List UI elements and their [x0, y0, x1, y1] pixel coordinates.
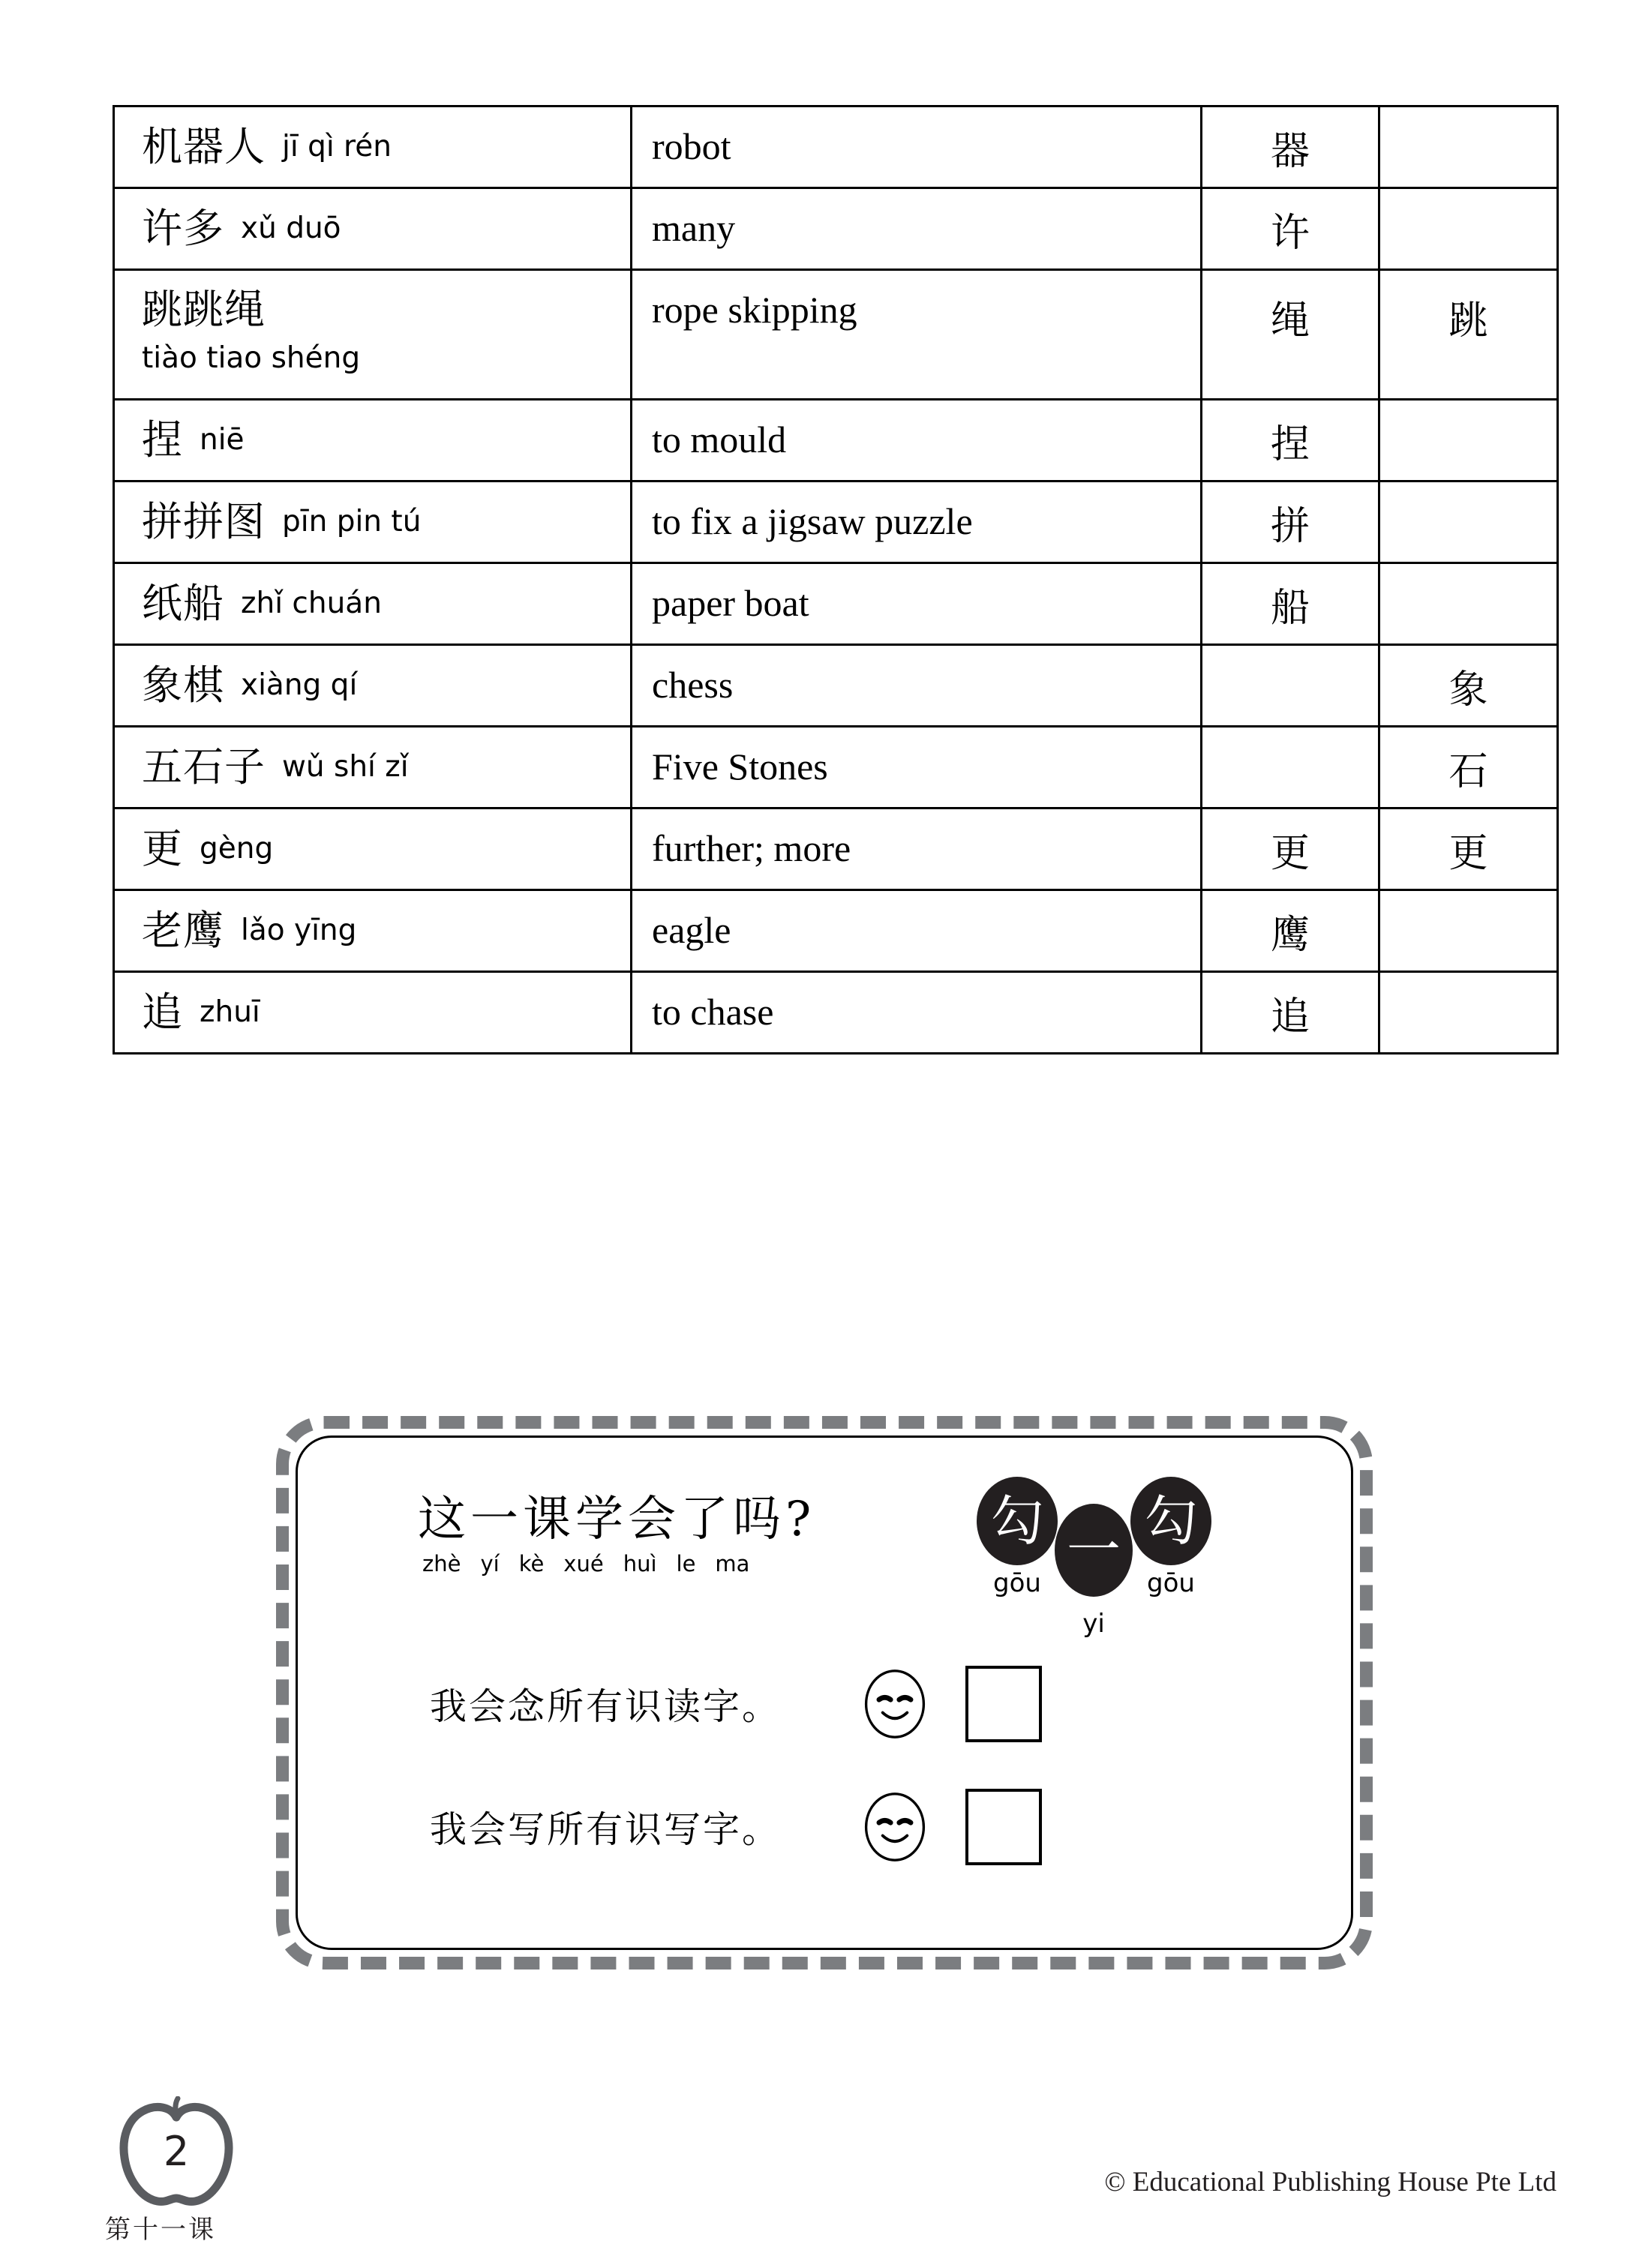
self-check-heading — [418, 1492, 958, 1577]
word-pinyin: lǎo yīng — [241, 913, 357, 947]
table-row — [114, 400, 1558, 482]
word-cell — [114, 188, 632, 270]
recognise-char-cell — [1202, 188, 1379, 270]
word-hanzi: 五石子 — [142, 742, 266, 790]
english-cell — [632, 890, 1202, 972]
recognise-char-cell — [1202, 106, 1379, 188]
word-cell — [114, 563, 632, 645]
self-check-panel-inner — [296, 1436, 1353, 1950]
heading-pinyin — [422, 1551, 958, 1576]
recognise-character: 拼 — [1270, 503, 1310, 549]
table-row — [114, 563, 1558, 645]
word-pinyin: jī qì rén — [282, 129, 392, 164]
heading-hanzi: 这一课学会了吗? — [418, 1492, 816, 1547]
english-meaning: to fix a jigsaw puzzle — [652, 500, 973, 543]
word-cell — [114, 972, 632, 1054]
write-char-cell — [1379, 727, 1558, 808]
word-cell — [114, 106, 632, 188]
word-cell — [114, 727, 632, 808]
english-cell — [632, 270, 1202, 400]
table-row — [114, 645, 1558, 727]
english-meaning: paper boat — [652, 582, 809, 625]
write-char-cell — [1379, 563, 1558, 645]
table-row — [114, 482, 1558, 563]
gou-badge-second-pinyin: yi — [1082, 1609, 1105, 1639]
write-char-cell — [1379, 482, 1558, 563]
recognise-char-cell — [1202, 400, 1379, 482]
recognise-char-cell — [1202, 808, 1379, 890]
check-item-tickbox[interactable] — [965, 1666, 1042, 1742]
write-character: 石 — [1448, 748, 1488, 794]
recognise-character — [1202, 728, 1378, 807]
recognise-character: 更 — [1270, 830, 1310, 876]
write-character — [1380, 891, 1556, 970]
write-character: 象 — [1448, 667, 1488, 712]
write-char-cell — [1379, 106, 1558, 188]
word-pinyin: tiào tiao shéng — [142, 341, 361, 376]
english-meaning: many — [652, 207, 736, 250]
vocabulary-table-container — [113, 105, 1556, 1054]
check-item-read — [430, 1666, 1042, 1742]
english-meaning: Five Stones — [652, 746, 828, 788]
english-cell — [632, 972, 1202, 1054]
write-char-cell — [1379, 188, 1558, 270]
recognise-char-cell — [1202, 890, 1379, 972]
lesson-label: 第十一课 — [105, 2215, 216, 2245]
table-row — [114, 808, 1558, 890]
english-meaning: robot — [652, 125, 731, 168]
english-meaning: to mould — [652, 418, 787, 461]
gou-yi-gou-badges — [977, 1477, 1299, 1639]
recognise-char-cell — [1202, 563, 1379, 645]
write-char-cell — [1379, 645, 1558, 727]
gou-badge-third-pinyin: gōu — [1147, 1568, 1195, 1598]
write-character — [1380, 564, 1556, 644]
heading-pinyin-syllable: ma — [715, 1551, 750, 1577]
write-char-cell — [1379, 400, 1558, 482]
english-meaning: chess — [652, 664, 734, 706]
write-char-cell — [1379, 890, 1558, 972]
english-meaning: eagle — [652, 909, 731, 952]
word-hanzi: 捏 — [142, 416, 183, 464]
recognise-character: 船 — [1270, 585, 1310, 631]
word-pinyin: niē — [200, 422, 245, 457]
recognise-character: 追 — [1270, 994, 1310, 1040]
page-number-apple — [113, 2096, 240, 2216]
english-cell — [632, 106, 1202, 188]
heading-pinyin-syllable: kè — [518, 1551, 545, 1577]
table-row — [114, 106, 1558, 188]
table-row — [114, 890, 1558, 972]
vocabulary-table-body — [114, 106, 1558, 1054]
check-item-tickbox[interactable] — [965, 1789, 1042, 1865]
smiley-face-icon — [859, 1791, 931, 1863]
heading-pinyin-syllable: zhè — [422, 1551, 461, 1577]
word-pinyin: gèng — [200, 831, 274, 866]
recognise-char-cell — [1202, 482, 1379, 563]
recognise-char-cell — [1202, 727, 1379, 808]
recognise-character: 绳 — [1270, 298, 1310, 344]
write-character: 跳 — [1448, 298, 1488, 344]
write-character — [1380, 189, 1556, 268]
write-character — [1380, 973, 1556, 1052]
check-item-label: 我会写所有识写字。 — [430, 1808, 782, 1851]
write-char-cell — [1379, 270, 1558, 400]
word-hanzi: 象棋 — [142, 661, 224, 709]
self-check-panel — [276, 1416, 1373, 1970]
word-hanzi: 纸船 — [142, 579, 224, 627]
english-meaning: rope skipping — [652, 289, 857, 331]
write-character — [1380, 482, 1556, 562]
smiley-face-icon — [859, 1668, 931, 1740]
word-hanzi: 跳跳绳 — [142, 286, 266, 333]
gou-badge-first: 勾 — [977, 1477, 1058, 1565]
english-cell — [632, 400, 1202, 482]
word-pinyin: xǔ duō — [241, 211, 341, 245]
gou-badge-first-pinyin: gōu — [993, 1568, 1041, 1598]
copyright-notice: © Educational Publishing House Pte Ltd — [1104, 2167, 1556, 2198]
word-cell — [114, 890, 632, 972]
english-cell — [632, 188, 1202, 270]
recognise-char-cell — [1202, 972, 1379, 1054]
recognise-char-cell — [1202, 645, 1379, 727]
recognise-character — [1202, 646, 1378, 725]
english-cell — [632, 808, 1202, 890]
heading-pinyin-syllable: xué — [563, 1551, 604, 1577]
write-character — [1380, 400, 1556, 480]
word-hanzi: 拼拼图 — [142, 497, 266, 545]
word-pinyin: pīn pin tú — [282, 504, 422, 538]
heading-pinyin-syllable: le — [676, 1551, 696, 1577]
word-hanzi: 更 — [142, 824, 183, 872]
gou-badge-third: 勾 — [1130, 1477, 1211, 1565]
recognise-char-cell — [1202, 270, 1379, 400]
word-hanzi: 老鹰 — [142, 906, 224, 954]
table-row — [114, 972, 1558, 1054]
recognise-character: 器 — [1270, 128, 1310, 174]
word-cell — [114, 808, 632, 890]
check-item-label: 我会念所有识读字。 — [430, 1685, 782, 1728]
english-cell — [632, 482, 1202, 563]
word-pinyin: wǔ shí zǐ — [282, 749, 409, 784]
word-cell — [114, 645, 632, 727]
write-character: 更 — [1448, 830, 1488, 876]
word-pinyin: zhǐ chuán — [241, 586, 382, 620]
page-number: 2 — [163, 2128, 190, 2175]
write-char-cell — [1379, 972, 1558, 1054]
recognise-character: 鹰 — [1270, 912, 1310, 958]
word-hanzi: 机器人 — [142, 122, 266, 170]
word-cell — [114, 270, 632, 400]
recognise-character: 捏 — [1270, 422, 1310, 467]
table-row — [114, 188, 1558, 270]
word-pinyin: xiàng qí — [241, 668, 358, 702]
recognise-character: 许 — [1270, 210, 1310, 256]
word-pinyin: zhuī — [200, 994, 260, 1029]
english-cell — [632, 727, 1202, 808]
english-meaning: to chase — [652, 991, 774, 1034]
check-item-write — [430, 1789, 1042, 1865]
gou-badge-second: 一 — [1055, 1504, 1133, 1597]
write-char-cell — [1379, 808, 1558, 890]
table-row — [114, 270, 1558, 400]
english-cell — [632, 563, 1202, 645]
table-row — [114, 727, 1558, 808]
english-cell — [632, 645, 1202, 727]
word-cell — [114, 400, 632, 482]
heading-pinyin-syllable: huì — [623, 1551, 657, 1577]
vocabulary-table — [113, 105, 1559, 1054]
heading-pinyin-syllable: yí — [480, 1551, 500, 1577]
write-character — [1380, 107, 1556, 187]
word-cell — [114, 482, 632, 563]
word-hanzi: 许多 — [142, 204, 224, 252]
english-meaning: further; more — [652, 827, 851, 870]
word-hanzi: 追 — [142, 988, 183, 1036]
